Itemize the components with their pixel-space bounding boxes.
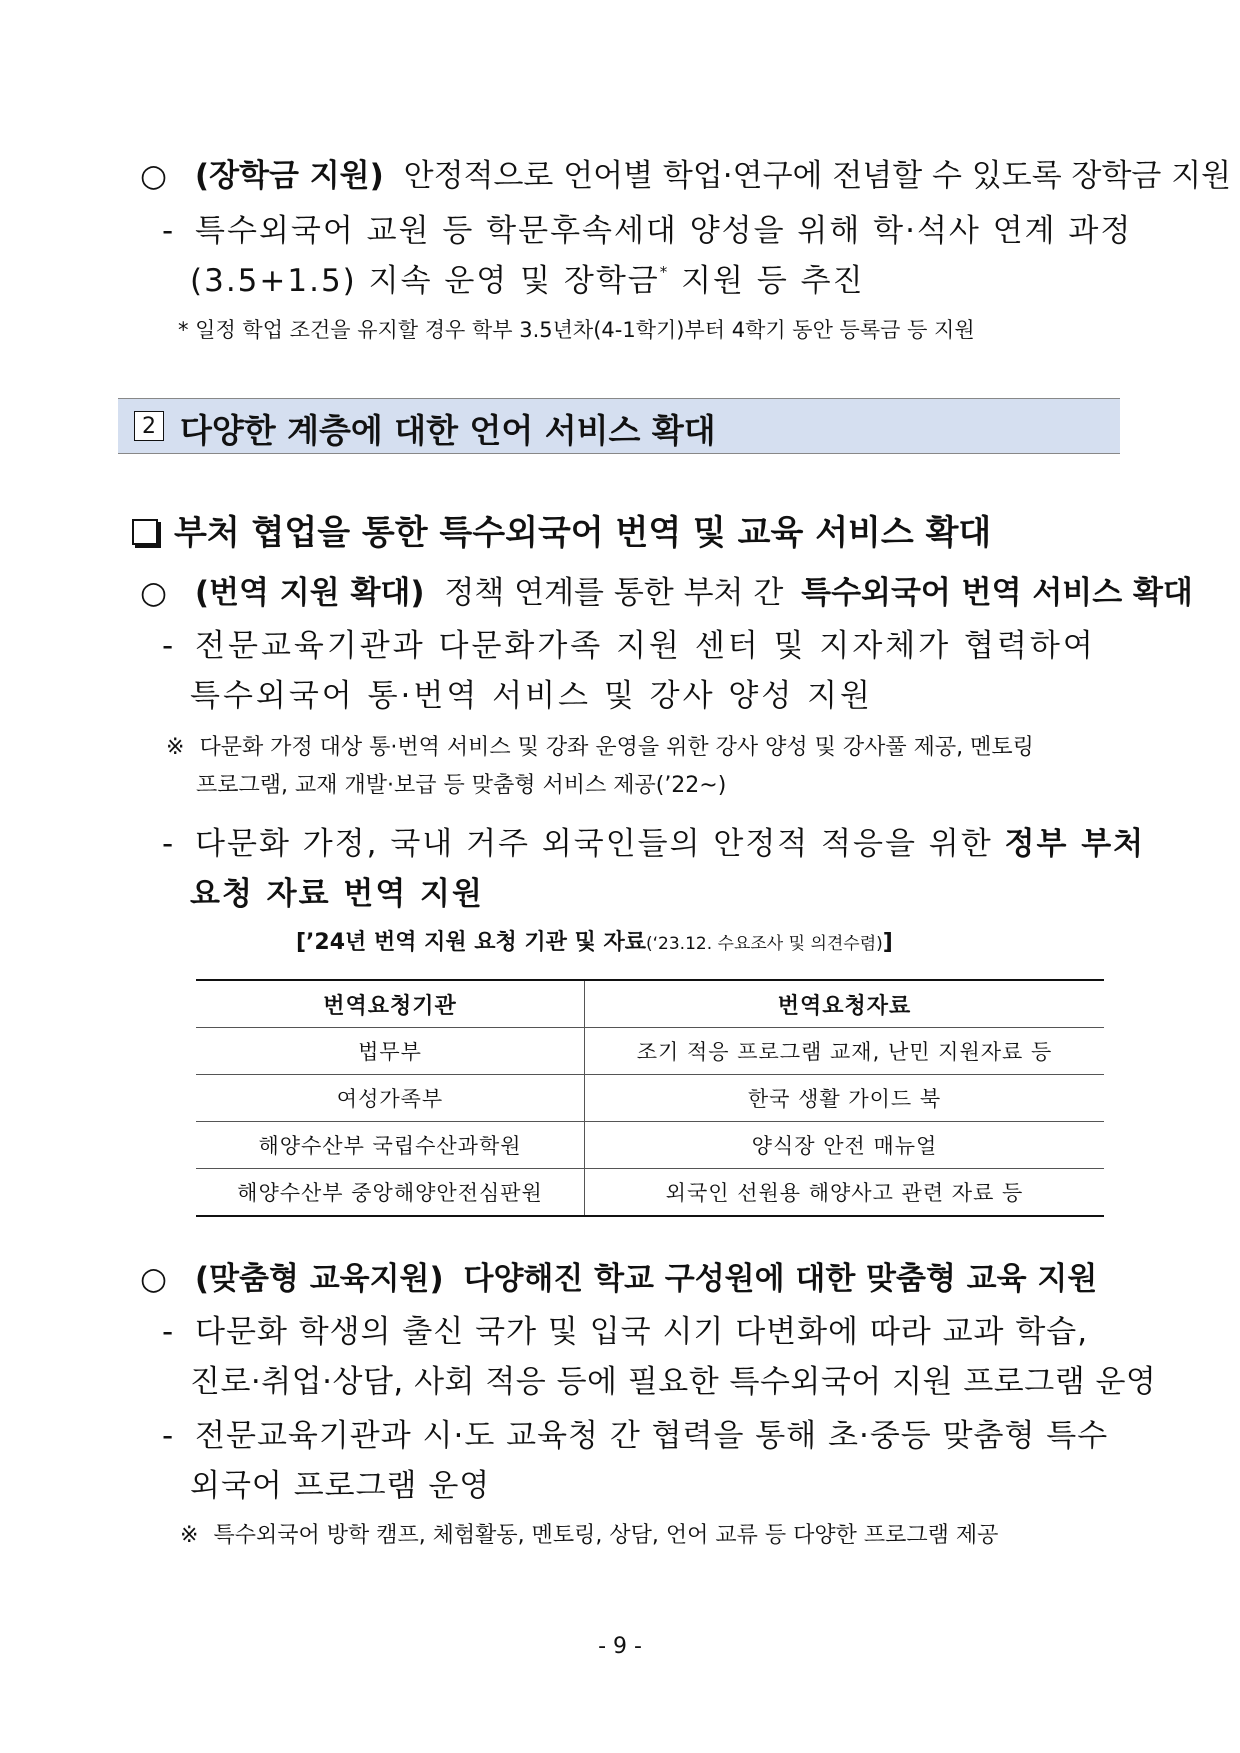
bullet-mark: ○ <box>140 1261 168 1297</box>
footnote-marker: * <box>659 263 670 281</box>
education-dash2 <box>162 1410 1108 1455</box>
education-dash1-line2: 진로·취업·상담, 사회 적응 등에 필요한 특수외국어 지원 프로그램 운영 <box>190 1364 1157 1400</box>
education-bullet <box>140 1253 1097 1298</box>
translation-dash1-line2: 특수외국어 통·번역 서비스 및 강사 양성 지원 <box>190 678 874 714</box>
page-number: - 9 - <box>598 1634 642 1659</box>
bullet-mark: ○ <box>140 158 168 194</box>
dash-mark: - <box>162 1418 174 1454</box>
dash-line1: 전문교육기관과 다문화가족 지원 센터 및 지자체가 협력하여 <box>195 628 1096 664</box>
subheading <box>132 505 991 554</box>
cell-agency: 해양수산부 국립수산과학원 <box>196 1122 585 1169</box>
cell-material: 조기 적응 프로그램 교재, 난민 지원자료 등 <box>585 1028 1105 1075</box>
dash-mark: - <box>162 628 174 664</box>
subheading-text: 부처 협업을 통한 특수외국어 번역 및 교육 서비스 확대 <box>174 513 992 553</box>
bullet-lead: (번역 지원 확대) <box>194 575 425 611</box>
scholarship-footnote: * 일정 학업 조건을 유지할 경우 학부 3.5년차(4-1학기)부터 4학기 동안 등록금 등 지원 <box>178 318 975 342</box>
section-title: 다양한 계층에 대한 언어 서비스 확대 <box>180 411 716 450</box>
translation-dash2 <box>162 818 1145 863</box>
bullet-lead: (장학금 지원) <box>194 158 384 194</box>
dash-line2a: (3.5+1.5) 지속 운영 및 장학금 <box>190 263 660 299</box>
cell-agency: 해양수산부 중앙해양안전심판원 <box>196 1169 585 1217</box>
cell-agency: 여성가족부 <box>196 1075 585 1122</box>
bullet-mark: ○ <box>140 575 168 611</box>
table-caption <box>296 925 893 956</box>
table-row <box>196 1075 1104 1122</box>
dash-mark: - <box>162 1314 174 1350</box>
translation-note <box>166 730 1034 761</box>
cell-material: 한국 생활 가이드 북 <box>585 1075 1105 1122</box>
cell-material: 외국인 선원용 해양사고 관련 자료 등 <box>585 1169 1105 1217</box>
dash-line1: 다문화 학생의 출신 국가 및 입국 시기 다변화에 따라 교과 학습, <box>195 1314 1089 1350</box>
checkbox-square-icon <box>132 519 158 545</box>
bullet-text: 안정적으로 언어별 학업·연구에 전념할 수 있도록 장학금 지원 <box>403 158 1232 194</box>
note-mark: ※ <box>166 735 185 760</box>
cell-agency: 법무부 <box>196 1028 585 1075</box>
section-number: 2 <box>134 411 164 441</box>
education-dash1 <box>162 1306 1088 1351</box>
education-dash2-line2: 외국어 프로그램 운영 <box>190 1468 491 1504</box>
scholarship-bullet <box>140 150 1231 195</box>
caption-small: (‘23.12. 수요조사 및 의견수렴) <box>646 934 883 954</box>
section-heading-bar <box>118 398 1120 454</box>
dash-line1: 전문교육기관과 시·도 교육청 간 협력을 통해 초·중등 맞춤형 특수 <box>195 1418 1109 1454</box>
header-material: 번역요청자료 <box>585 980 1105 1028</box>
note-line1: 다문화 가정 대상 통·번역 서비스 및 강좌 운영을 위한 강사 양성 및 강사풀 제공, 멘토링 <box>199 735 1034 760</box>
bullet-text: 정책 연계를 통한 부처 간 <box>444 575 784 611</box>
translation-note-line2: 프로그램, 교재 개발·보급 등 맞춤형 서비스 제공(’22~) <box>196 773 727 798</box>
table-row <box>196 1122 1104 1169</box>
table-row <box>196 1028 1104 1075</box>
translation-request-table <box>196 979 1104 1217</box>
caption-end: ] <box>882 930 893 955</box>
dash-mark: - <box>162 213 174 249</box>
scholarship-dash <box>162 205 1132 250</box>
bullet-text: 다양해진 학교 구성원에 대한 맞춤형 교육 지원 <box>463 1261 1098 1297</box>
translation-dash1 <box>162 620 1096 665</box>
education-note <box>180 1518 998 1549</box>
table-header-row <box>196 980 1104 1028</box>
dash-line2b: 지원 등 추진 <box>669 263 865 299</box>
header-agency: 번역요청기관 <box>196 980 585 1028</box>
translation-dash2-line2: 요청 자료 번역 지원 <box>190 876 484 912</box>
dash-mark: - <box>162 826 174 862</box>
note-mark: ※ <box>180 1523 199 1548</box>
bullet-bold-tail: 특수외국어 번역 서비스 확대 <box>801 575 1193 611</box>
note-text: 특수외국어 방학 캠프, 체험활동, 멘토링, 상담, 언어 교류 등 다양한 프로그램 제공 <box>213 1523 999 1548</box>
dash-line1a: 다문화 가정, 국내 거주 외국인들의 안정적 적응을 위한 <box>195 826 1005 862</box>
bullet-lead: (맞춤형 교육지원) <box>194 1261 444 1297</box>
table-row <box>196 1169 1104 1217</box>
caption-main: [’24년 번역 지원 요청 기관 및 자료 <box>296 930 647 955</box>
cell-material: 양식장 안전 매뉴얼 <box>585 1122 1105 1169</box>
scholarship-dash-line2 <box>190 255 865 300</box>
translation-bullet <box>140 567 1193 612</box>
dash-line1: 특수외국어 교원 등 학문후속세대 양성을 위해 학·석사 연계 과정 <box>195 213 1133 249</box>
dash-line1b: 정부 부처 <box>1004 826 1146 862</box>
